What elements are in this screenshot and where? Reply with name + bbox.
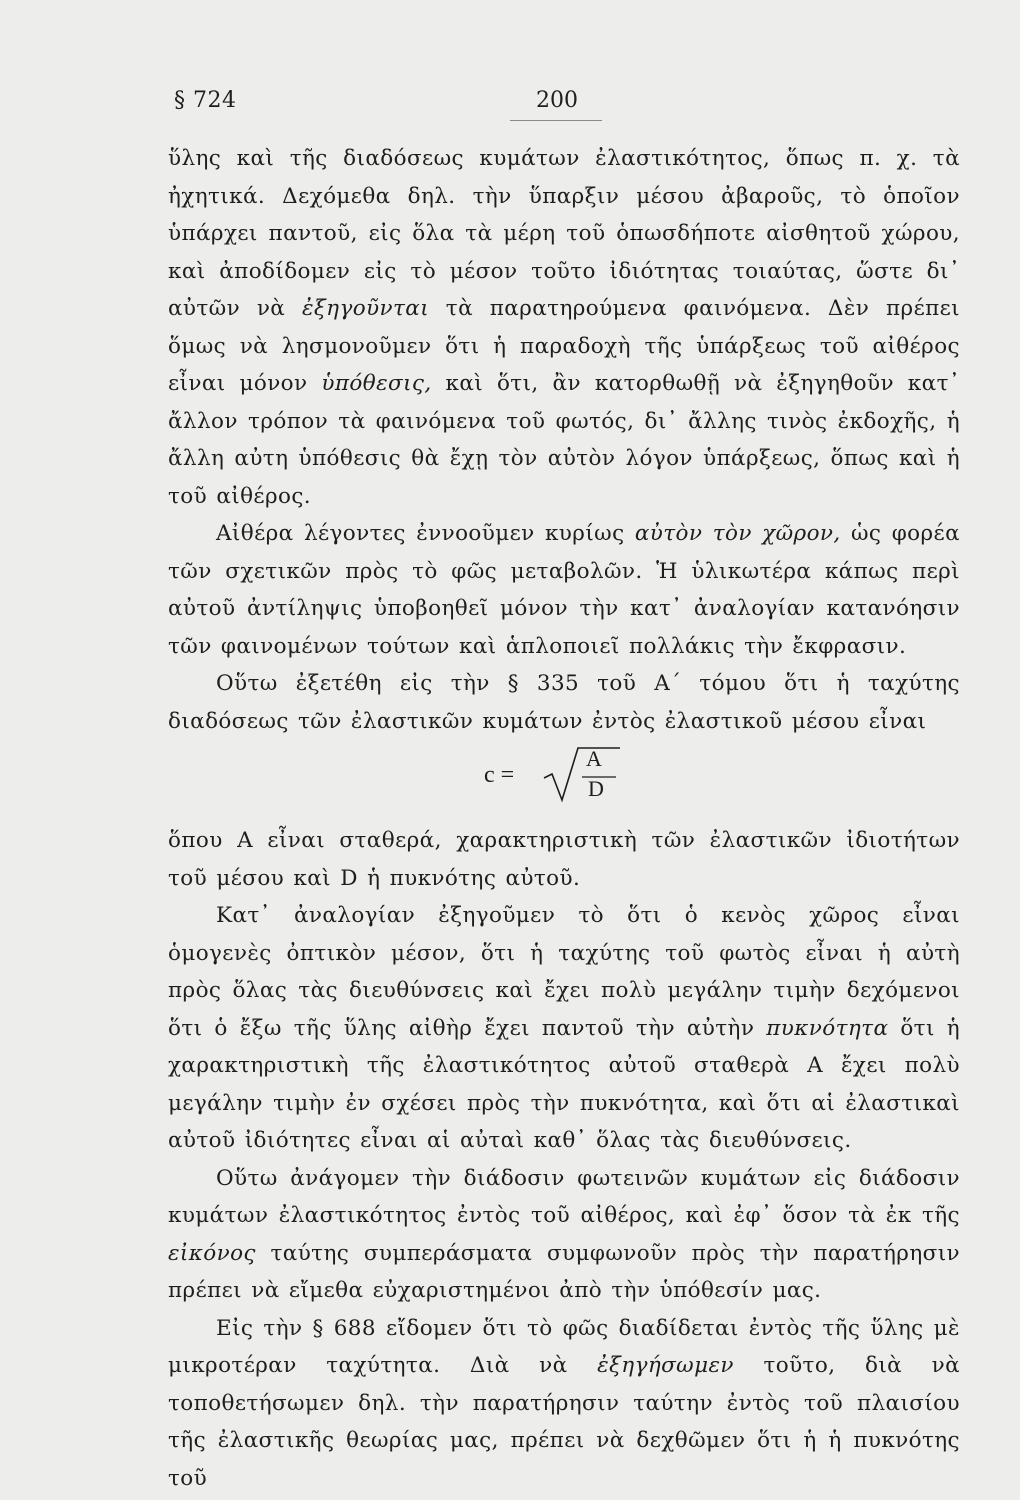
paragraph-6 bbox=[168, 1160, 960, 1310]
paragraph-2-text-b: ὡς φορέα τῶν σχετικῶν πρὸς τὸ φῶς μεταβολῶν. Ἡ ὑλικωτέρα κάπως περὶ αὐτοῦ ἀντίληψις ὑποβοηθεῖ μόνον τὴν κατ᾿ ἀναλογίαν κατανόησιν τῶν φαινομένων τούτων καὶ ἁπλοποιεῖ πολλάκις τὴν ἔκφρασιν. bbox=[168, 521, 961, 659]
page-header bbox=[170, 88, 960, 124]
paragraph-1 bbox=[168, 140, 960, 515]
paragraph-1-italic-hypothesis: ὑπόθεσις, bbox=[321, 371, 432, 396]
velocity-formula bbox=[168, 744, 960, 814]
paragraph-4: ὅπου Α εἶναι σταθερά, χαρακτηριστικὴ τῶν ἐλαστικῶν ἰδιοτήτων τοῦ μέσου καὶ D ἡ πυκνότης αὐτοῦ. bbox=[168, 828, 960, 891]
paragraph-6-text-b: ταύτης συμπεράσματα συμφωνοῦν πρὸς τὴν παρατήρησιν πρέπει νὰ εἴμεθα εὐχαριστημένοι ἀπὸ τὴν ὑπόθεσίν μας. bbox=[168, 1240, 960, 1303]
paragraph-6-text-a: Οὕτω ἀνάγομεν τὴν διάδοσιν φωτεινῶν κυμάτων εἰς διάδοσιν κυμάτων ἐλαστικότητος ἐντὸς τοῦ αἰθέρος, καὶ ἐφ᾿ ὅσον τὰ ἐκ τῆς bbox=[168, 1165, 960, 1228]
paragraph-2-text-a: Αἰθέρα λέγοντες ἐννοοῦμεν κυρίως bbox=[216, 521, 625, 546]
formula-lhs: c = bbox=[484, 762, 515, 788]
paragraph-7-text-b: τοῦτο, διὰ νὰ τοποθετήσωμεν δηλ. τὴν παρατήρησιν ταύτην ἐντὸς τοῦ πλαισίου τῆς ἐλαστικῆς θεωρίας μας, πρέπει νὰ δεχθῶμεν ὅτι ἡ ἡ πυκνότης τοῦ bbox=[168, 1353, 961, 1491]
paragraph-7 bbox=[168, 1310, 960, 1498]
paragraph-2 bbox=[168, 515, 960, 665]
section-reference: § 724 bbox=[174, 88, 237, 113]
paragraph-5-text-a: Κατ᾿ ἀναλογίαν ἐξηγοῦμεν τὸ ὅτι ὁ κενὸς χῶρος εἶναι ὁμογενὲς ὀπτικὸν μέσον, ὅτι ἡ ταχύτης τοῦ φωτὸς εἶναι ἡ αὐτὴ πρὸς ὅλας τὰς διευθύνσεις καὶ ἔχει πολὺ μεγάλην τιμὴν δεχόμενοι ὅτι ὁ ἔξω τῆς ὕλης αἰθὴρ ἔχει παντοῦ τὴν αὐτὴν bbox=[168, 903, 960, 1041]
formula-numerator: A bbox=[586, 746, 602, 771]
paragraph-1-text-b: τὰ παρατηρούμενα φαινόμενα. Δὲν πρέπει ὅμως νὰ λησμονοῦμεν ὅτι ἡ παραδοχὴ τῆς ὑπάρξεως τοῦ αἰθέρος εἶναι μόνον bbox=[168, 296, 961, 396]
paragraph-5-text-b: ὅτι ἡ χαρακτηριστικὴ τῆς ἐλαστικότητος αὐτοῦ σταθερὰ Α ἔχει πολὺ μεγάλην τιμὴν ἐν σχέσει πρὸς τὴν πυκνότητα, καὶ ὅτι αἱ ἐλαστικαὶ αὐτοῦ ἰδιότητες εἶναι αἱ αὐταὶ καθ᾿ ὅλας τὰς διευθύνσεις. bbox=[168, 1015, 961, 1153]
paragraph-6-italic: εἰκόνος bbox=[168, 1240, 256, 1266]
paragraph-1-text-a: ὕλης καὶ τῆς διαδόσεως κυμάτων ἐλαστικότητος, ὅπως π. χ. τὰ ἠχητικά. Δεχόμεθα δηλ. τὴν ὕπαρξιν μέσου ἀβαροῦς, τὸ ὁποῖον ὑπάρχει παντοῦ, εἰς ὅλα τὰ μέρη τοῦ ὁπωσδήποτε αἰσθητοῦ χώρου, καὶ ἀποδίδομεν εἰς τὸ μέσον τοῦτο ἰδιότητας τοιαύτας, ὥστε δι᾿ αὐτῶν νὰ bbox=[168, 146, 960, 321]
page-body bbox=[168, 140, 960, 1497]
paragraph-7-italic: ἐξηγήσωμεν bbox=[597, 1353, 734, 1378]
paragraph-5 bbox=[168, 897, 960, 1160]
paragraph-3: Οὕτω ἐξετέθη εἰς τὴν § 335 τοῦ Α΄ τόμου ὅτι ἡ ταχύτης διαδόσεως τῶν ἐλαστικῶν κυμάτων ἐντὸς ἐλαστικοῦ μέσου εἶναι bbox=[168, 671, 960, 734]
paragraph-1-text-c: καὶ ὅτι, ἂν κατορθωθῇ νὰ ἐξηγηθοῦν κατ᾿ ἄλλον τρόπον τὰ φαινόμενα τοῦ φωτός, δι᾿ ἄλλης τινὸς ἐκδοχῆς, ἡ ἄλλη αὐτη ὑπόθεσις θὰ ἔχῃ τὸν αὐτὸν λόγον ὑπάρξεως, ὅπως καὶ ἡ τοῦ αἰθέρος. bbox=[168, 371, 961, 509]
paragraph-2-italic: αὐτὸν τὸν χῶρον, bbox=[634, 521, 841, 546]
paragraph-1-italic-explain: ἐξηγοῦνται bbox=[301, 296, 430, 321]
paragraph-5-italic: πυκνότητα bbox=[766, 1015, 889, 1041]
square-root-sign bbox=[542, 744, 622, 804]
paragraph-7-text-a: Εἰς τὴν § 688 εἴδομεν ὅτι τὸ φῶς διαδίδεται ἐντὸς τῆς ὕλης μὲ μικροτέραν ταχύτητα. Διὰ νὰ bbox=[168, 1315, 960, 1378]
formula-denominator: D bbox=[588, 776, 604, 801]
page-number: 200 bbox=[536, 88, 578, 113]
page-number-rule bbox=[510, 120, 602, 121]
